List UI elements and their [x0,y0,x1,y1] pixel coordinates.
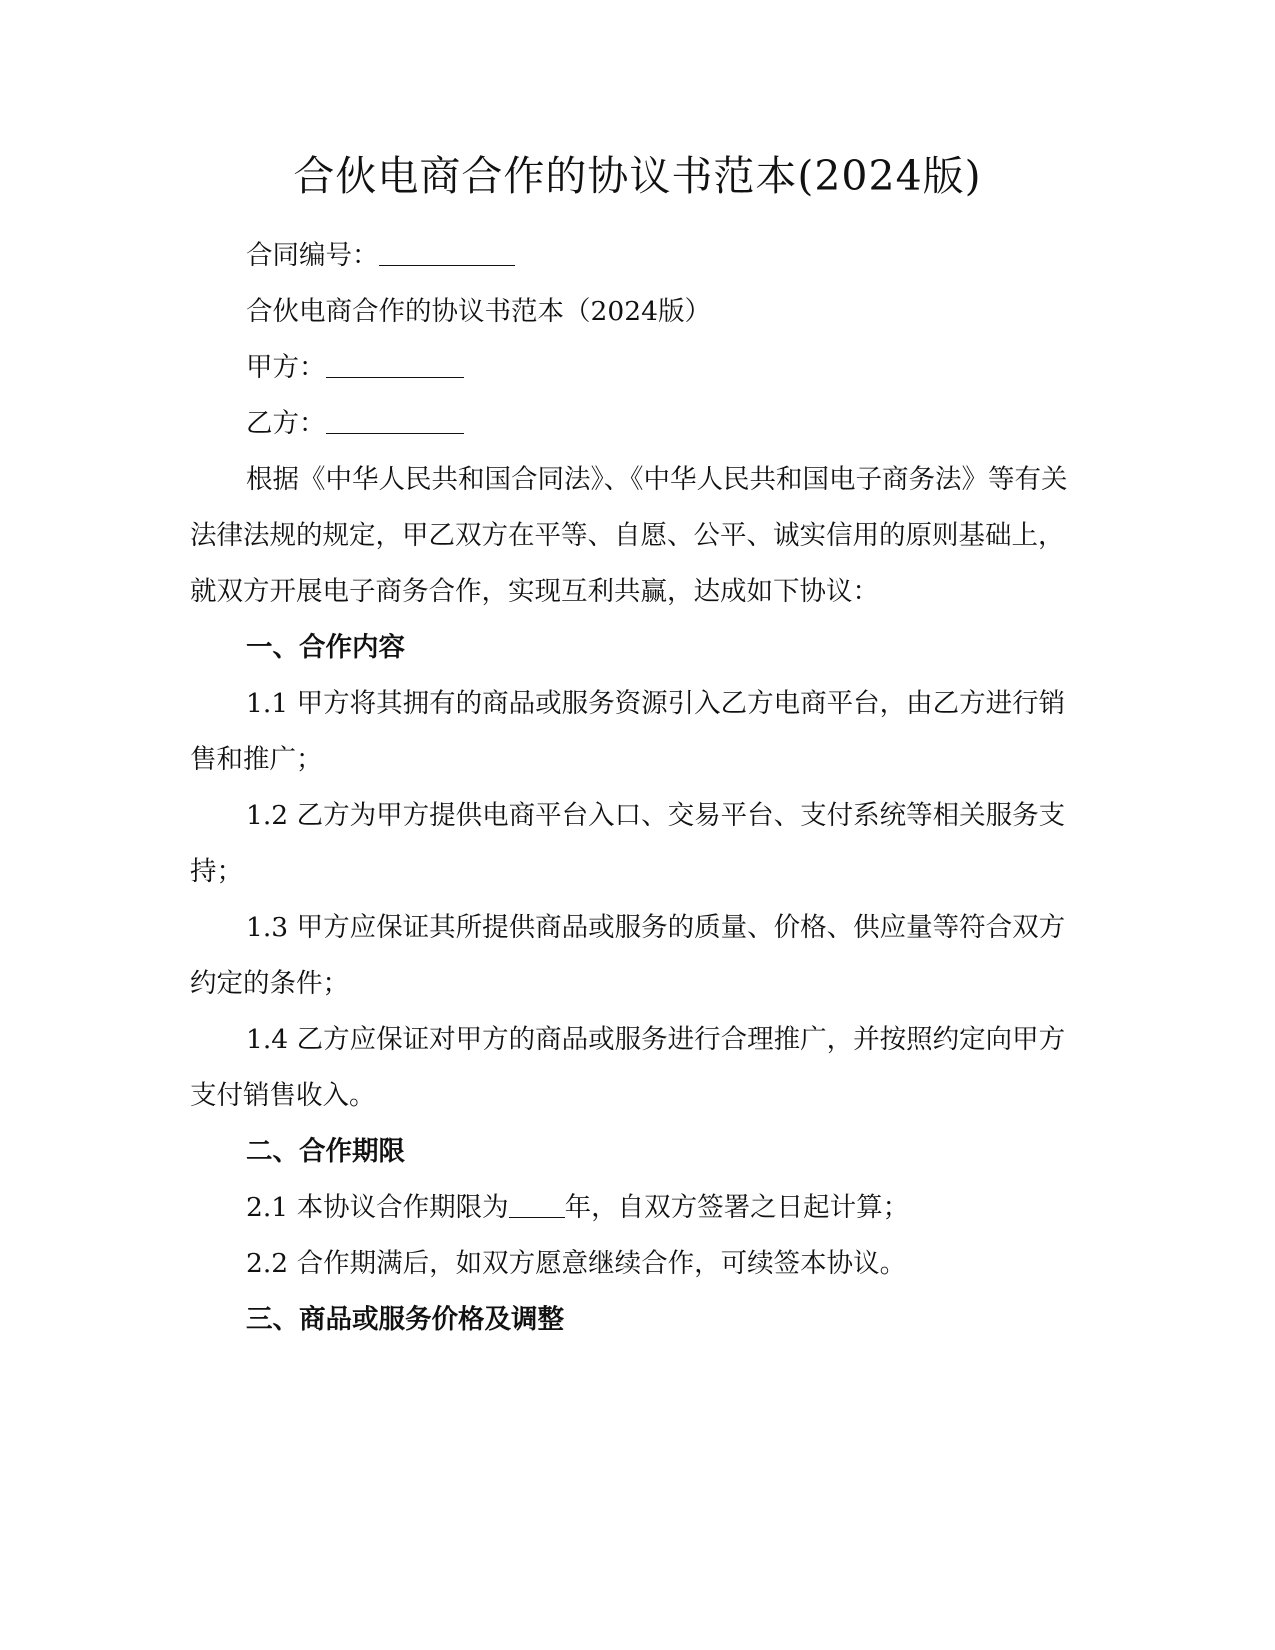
party-a-blank [326,351,464,379]
clause-1-2: 1.2 乙方为甲方提供电商平台入口、交易平台、支付系统等相关服务支持； [190,800,1066,887]
contract-number-label: 合同编号： [246,240,379,271]
document-body [190,228,1070,1348]
party-b-line [190,396,1070,452]
clause-2-1-text-after: 年，自双方签署之日起计算； [564,1192,910,1223]
clause-2-1-text-before: 2.1 本协议合作期限为 [246,1192,509,1223]
preamble-paragraph: 根据《中华人民共和国合同法》、《中华人民共和国电子商务法》等有关法律法规的规定，甲乙双方在平等、自愿、公平、诚实信用的原则基础上，就双方开展电子商务合作，实现互利共赢，达成如下协议： [190,464,1068,607]
term-years-blank [509,1191,565,1219]
contract-number-line [190,228,1070,284]
section-heading-price-adjustment: 三、商品或服务价格及调整 [246,1304,564,1335]
party-a-line [190,340,1070,396]
section-heading-cooperation-content: 一、合作内容 [246,632,405,663]
party-b-blank [326,407,464,435]
contract-number-blank [379,239,515,267]
document-subtitle: 合伙电商合作的协议书范本（2024版） [246,296,711,327]
clause-2-1 [190,1180,1070,1236]
document-title: 合伙电商合作的协议书范本(2024版) [293,152,982,200]
clause-2-2: 2.2 合作期满后，如双方愿意继续合作，可续签本协议。 [246,1248,907,1279]
clause-1-3: 1.3 甲方应保证其所提供商品或服务的质量、价格、供应量等符合双方约定的条件； [190,912,1066,999]
clause-1-1: 1.1 甲方将其拥有的商品或服务资源引入乙方电商平台，由乙方进行销售和推广； [190,688,1066,775]
party-b-label: 乙方： [246,408,326,439]
section-heading-cooperation-term: 二、合作期限 [246,1136,405,1167]
clause-1-4: 1.4 乙方应保证对甲方的商品或服务进行合理推广，并按照约定向甲方支付销售收入。 [190,1024,1066,1111]
party-a-label: 甲方： [246,352,326,383]
